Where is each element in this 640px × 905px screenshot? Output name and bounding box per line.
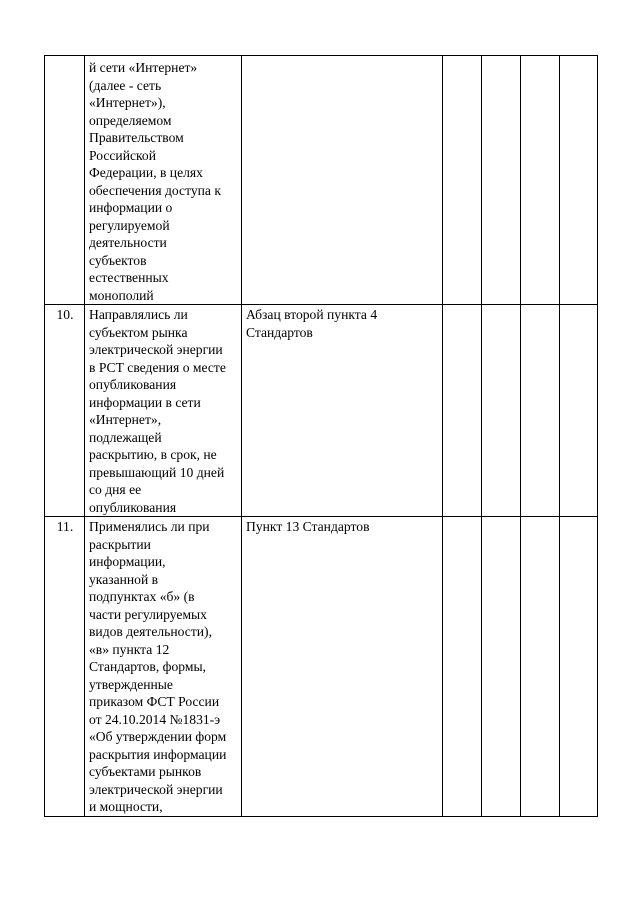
question-line: обеспечения доступа к: [89, 182, 221, 198]
question-line: субъектами рынков: [89, 764, 202, 779]
answer-cell-1[interactable]: [443, 305, 482, 517]
question-line: Стандартов, формы,: [89, 659, 206, 674]
question-cell: [85, 305, 242, 517]
reference-line: Пункт 13 Стандартов: [246, 519, 370, 534]
question-line: «Интернет»,: [89, 412, 162, 427]
reference-line: Стандартов: [246, 324, 313, 340]
question-line: Применялись ли при: [89, 519, 210, 534]
answer-cell-2[interactable]: [482, 56, 521, 305]
question-line: части регулируемых: [89, 606, 207, 622]
question-line: «в» пункта 12: [89, 641, 170, 657]
question-line: указанной в: [89, 571, 159, 587]
question-line: «Интернет»),: [89, 95, 166, 110]
question-line: информации о: [89, 200, 173, 215]
question-line: электрической энергии: [89, 342, 223, 357]
question-line: видов деятельности),: [89, 624, 212, 639]
question-line: й сети «Интернет»: [89, 60, 198, 75]
answer-cell-3[interactable]: [521, 305, 560, 517]
reference-cell: [242, 305, 443, 517]
question-line: утвержденные: [89, 676, 173, 692]
question-line: деятельности: [89, 235, 167, 250]
question-cell: [85, 56, 242, 305]
question-line: опубликования: [89, 499, 177, 515]
question-line: определяемом: [89, 112, 172, 128]
row-number-cell: 11.: [45, 517, 85, 817]
table-row: [45, 56, 598, 305]
question-line: раскрытия информации: [89, 746, 227, 762]
question-line: субъектом рынка: [89, 324, 188, 340]
answer-cell-3[interactable]: [521, 517, 560, 817]
question-line: подлежащей: [89, 429, 162, 445]
question-line: опубликования: [89, 377, 177, 392]
question-line: электрической энергии: [89, 781, 223, 797]
question-line: монополий: [89, 287, 154, 303]
answer-cell-4[interactable]: [560, 305, 598, 517]
reference-cell: [242, 517, 443, 817]
table-row: [45, 305, 598, 517]
question-line: «Об утверждении форм: [89, 729, 227, 744]
question-line: естественных: [89, 270, 169, 285]
reference-line: Абзац второй пункта 4: [246, 307, 378, 322]
question-line: раскрытии: [89, 536, 151, 552]
reference-cell: [242, 56, 443, 305]
question-line: информации в сети: [89, 394, 201, 410]
question-line: со дня ее: [89, 482, 142, 497]
question-cell: [85, 517, 242, 817]
question-line: Направлялись ли: [89, 307, 188, 322]
question-line: подпунктах «б» (в: [89, 589, 195, 604]
answer-cell-2[interactable]: [482, 305, 521, 517]
question-line: Федерации, в целях: [89, 165, 203, 180]
question-line: информации,: [89, 554, 166, 569]
question-line: (далее - сеть: [89, 77, 162, 93]
question-line: приказом ФСТ России: [89, 694, 220, 709]
answer-cell-4[interactable]: [560, 517, 598, 817]
question-line: от 24.10.2014 №1831-э: [89, 711, 221, 727]
question-line: раскрытию, в срок, не: [89, 447, 217, 462]
row-number-cell: 10.: [45, 305, 85, 517]
answer-cell-3[interactable]: [521, 56, 560, 305]
answer-cell-2[interactable]: [482, 517, 521, 817]
question-line: Российской: [89, 147, 156, 163]
answer-cell-4[interactable]: [560, 56, 598, 305]
table-row: [45, 517, 598, 817]
answer-cell-1[interactable]: [443, 56, 482, 305]
checklist-table: [44, 55, 598, 817]
question-line: Правительством: [89, 130, 184, 145]
question-line: субъектов: [89, 252, 147, 268]
answer-cell-1[interactable]: [443, 517, 482, 817]
question-line: превышающий 10 дней: [89, 464, 225, 480]
row-number-cell: [45, 56, 85, 305]
question-line: в РСТ сведения о месте: [89, 359, 226, 375]
question-line: и мощности,: [89, 799, 163, 814]
question-line: регулируемой: [89, 217, 170, 233]
